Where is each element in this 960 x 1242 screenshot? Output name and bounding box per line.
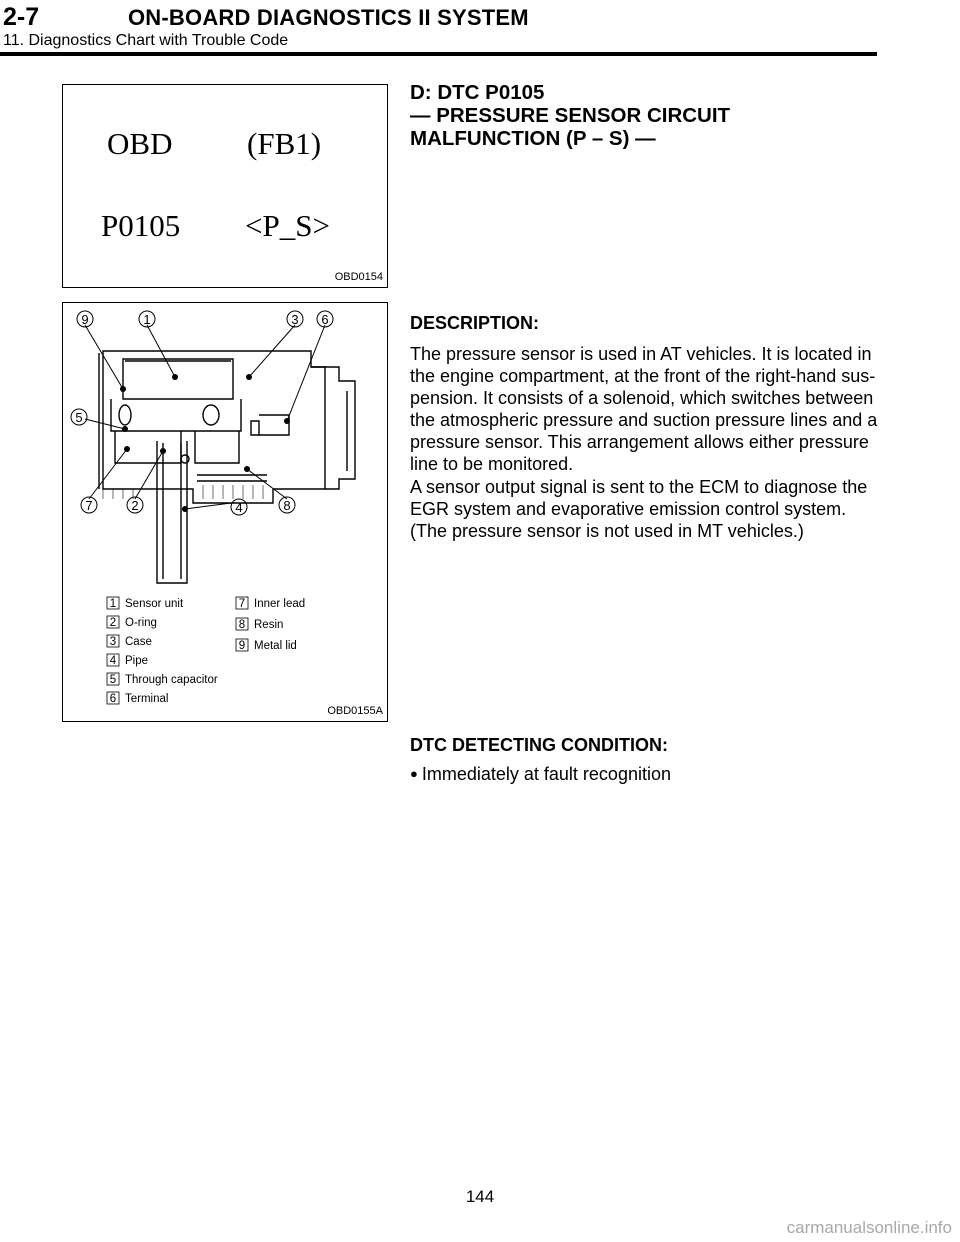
page-number: 144 [465, 1187, 495, 1206]
description-heading: DESCRIPTION: [410, 313, 540, 333]
dtc-heading-line2: — PRESSURE SENSOR CIRCUIT [410, 104, 731, 127]
callout-5: 5 [75, 410, 83, 425]
legend-item [107, 654, 148, 667]
obd-display-figure [62, 84, 388, 288]
legend-label: Sensor unit [125, 598, 184, 610]
legend-label: O-ring [125, 617, 157, 629]
obd-mode-label: (FB1) [247, 126, 322, 161]
section-number: 2-7 [3, 3, 40, 31]
legend-label: Pipe [125, 655, 149, 667]
pressure-sensor-diagram [63, 303, 387, 721]
description-line: the engine compartment, at the front of the right-hand sus- [410, 366, 876, 387]
bullet-icon: ● [410, 766, 418, 781]
legend-num: 5 [109, 674, 117, 686]
legend-num: 3 [109, 636, 117, 648]
legend-num: 7 [238, 598, 246, 610]
legend-label: Inner lead [254, 598, 306, 610]
dtc-condition-item [410, 763, 671, 785]
pressure-sensor-figure [62, 302, 388, 722]
description-line: pension. It consists of a solenoid, which switches between [410, 388, 874, 409]
legend-label: Through capacitor [125, 674, 218, 686]
legend-item [236, 597, 305, 610]
legend-item [107, 673, 218, 686]
callout-2: 2 [131, 498, 139, 513]
legend-label: Case [125, 636, 152, 648]
legend-label: Resin [254, 619, 284, 631]
legend-item [107, 635, 152, 648]
callout-9: 9 [81, 312, 89, 327]
description-body [410, 343, 880, 542]
description-line: EGR system and evaporative emission control system. [410, 498, 847, 519]
description-line: A sensor output signal is sent to the ECM to diagnose the [410, 476, 868, 497]
legend-num: 4 [109, 655, 117, 667]
legend-num: 9 [238, 640, 246, 652]
dtc-condition-heading: DTC DETECTING CONDITION: [410, 735, 668, 755]
legend-num: 1 [109, 598, 117, 610]
description-line: pressure sensor. This arrangement allows either pressure [410, 432, 869, 453]
legend-item [107, 616, 157, 629]
legend-num: 8 [238, 619, 246, 631]
callout-7: 7 [85, 498, 93, 513]
obd-dtc-abbrev: <P_S> [245, 208, 330, 243]
dtc-heading [410, 81, 730, 150]
callout-3: 3 [291, 312, 299, 327]
dtc-heading-line1: D: DTC P0105 [410, 81, 545, 104]
figure-id: OBD0155A [327, 705, 383, 717]
description-line: line to be monitored. [410, 454, 574, 475]
dtc-condition-text: Immediately at fault recognition [421, 764, 671, 784]
legend-item [236, 639, 297, 652]
legend-num: 2 [109, 617, 117, 629]
figure-id: OBD0154 [334, 271, 383, 283]
header-rule [0, 52, 877, 56]
dtc-heading-line3: MALFUNCTION (P – S) — [410, 127, 656, 150]
watermark: carmanualsonline.info [786, 1218, 952, 1237]
callout-1: 1 [143, 312, 151, 327]
callout-6: 6 [321, 312, 329, 327]
obd-dtc-code: P0105 [101, 208, 181, 243]
description-line: (The pressure sensor is not used in MT vehicles.) [410, 520, 804, 541]
legend-label: Terminal [125, 693, 169, 705]
legend-label: Metal lid [254, 640, 297, 652]
callout-4: 4 [235, 500, 243, 515]
legend-item [107, 692, 168, 705]
page-header-subtitle: 11. Diagnostics Chart with Trouble Code [3, 32, 289, 49]
obd-label: OBD [107, 126, 173, 161]
legend-item [107, 597, 184, 610]
legend-num: 6 [109, 693, 117, 705]
description-line: the atmospheric pressure and suction pressure lines and a [410, 410, 878, 431]
page-header-title: ON-BOARD DIAGNOSTICS II SYSTEM [128, 5, 529, 30]
description-line: The pressure sensor is used in AT vehicles. It is located in [410, 344, 872, 364]
callout-8: 8 [283, 498, 291, 513]
legend-item [236, 618, 283, 631]
